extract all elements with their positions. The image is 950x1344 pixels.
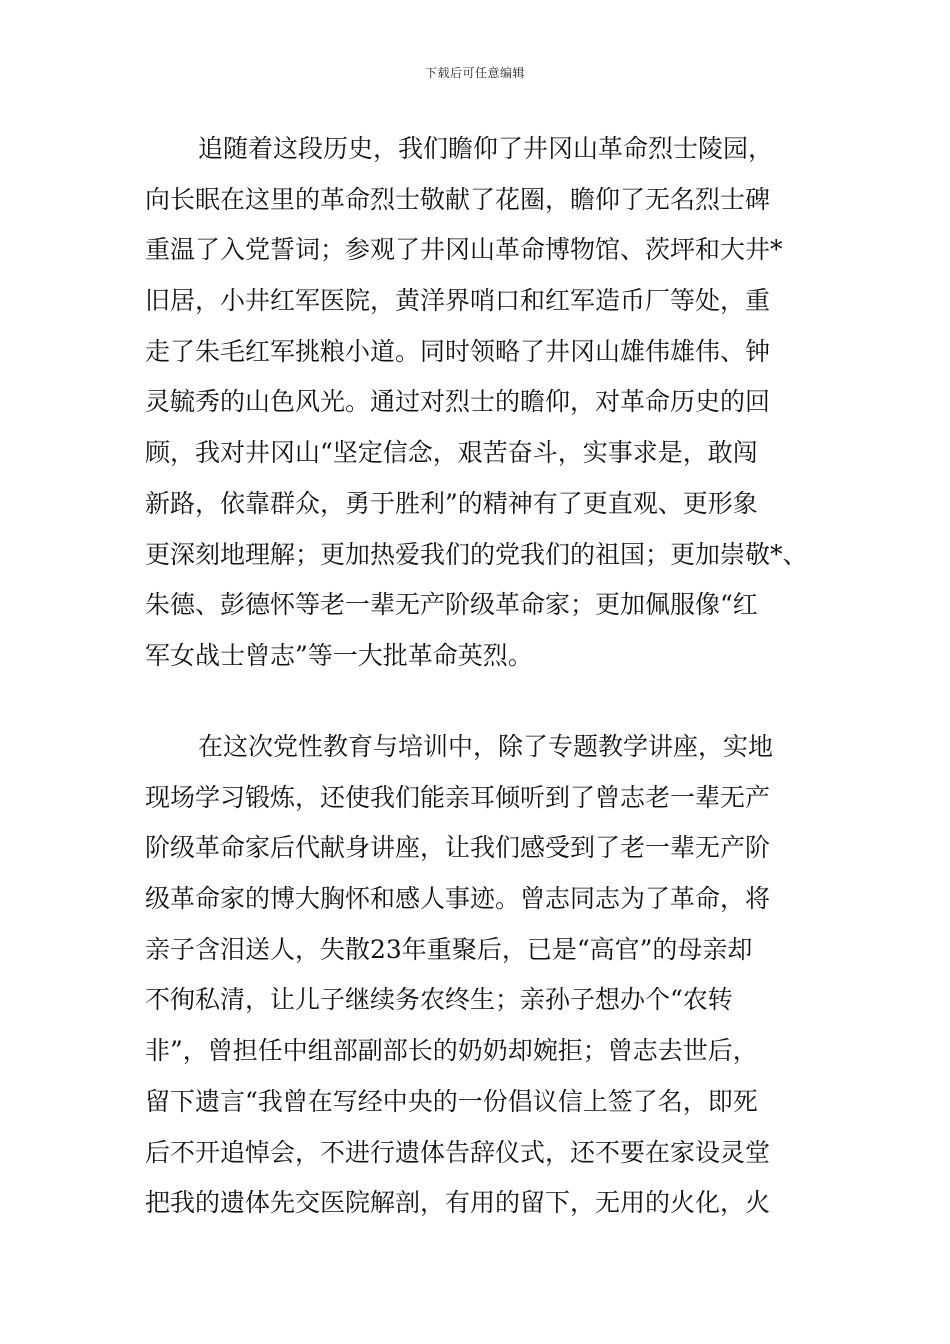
paragraph-2 [145,722,825,1229]
text-line: 阶级革命家后代献身讲座，让我们感受到了老一辈无产阶 [145,833,771,863]
text-line: 走了朱毛红军挑粮小道。同时领略了井冈山雄伟雄伟、钟 [145,336,771,366]
text-line: 军女战士曾志”等一大批革命英烈。 [145,640,533,670]
text-line: 亲子含泪送人，失散23年重聚后，已是“高官”的母亲却 [145,934,753,964]
text-line: 更深刻地理解；更加热爱我们的党我们的祖国；更加崇敬*、 [145,539,808,569]
text-line: 向长眠在这里的革命烈士敬献了花圈，瞻仰了无名烈士碑 [145,184,771,214]
text-line: 不徇私清，让儿子继续务农终生；亲孙子想办个“农转 [145,985,733,1015]
text-line: 旧居，小井红军医院，黄洋界哨口和红军造币厂等处，重 [145,286,771,316]
text-line: 把我的遗体先交医院解剖，有用的留下，无用的火化，火 [145,1188,771,1218]
text-line: 顾，我对井冈山“坚定信念，艰苦奋斗，实事求是，敢闯 [145,438,758,468]
text-line: 非”，曾担任中组部副部长的奶奶却婉拒；曾志去世后， [145,1036,758,1066]
text-line: 朱德、彭德怀等老一辈无产阶级革命家；更加佩服像“红 [145,590,758,620]
text-line: 灵毓秀的山色风光。通过对烈士的瞻仰，对革命历史的回 [145,387,771,417]
text-line: 留下遗言“我曾在写经中央的一份倡议信上签了名，即死 [145,1086,758,1116]
paragraph-1 [145,124,825,682]
text-line: 重温了入党誓词；参观了井冈山革命博物馆、茨坪和大井* [145,235,783,265]
text-line: 追随着这段历史，我们瞻仰了井冈山革命烈士陵园， [198,134,774,163]
text-line: 新路，依靠群众，勇于胜利”的精神有了更直观、更形象 [145,488,758,518]
text-line: 级革命家的博大胸怀和感人事迹。曾志同志为了革命，将 [145,884,771,914]
text-line: 在这次党性教育与培训中，除了专题教学讲座，实地 [198,732,774,761]
text-line: 现场学习锻炼，还使我们能亲耳倾听到了曾志老一辈无产 [145,782,771,812]
page-header: 下载后可任意编辑 [424,66,525,80]
text-line: 后不开追悼会，不进行遗体告辞仪式，还不要在家设灵堂 [145,1137,771,1167]
